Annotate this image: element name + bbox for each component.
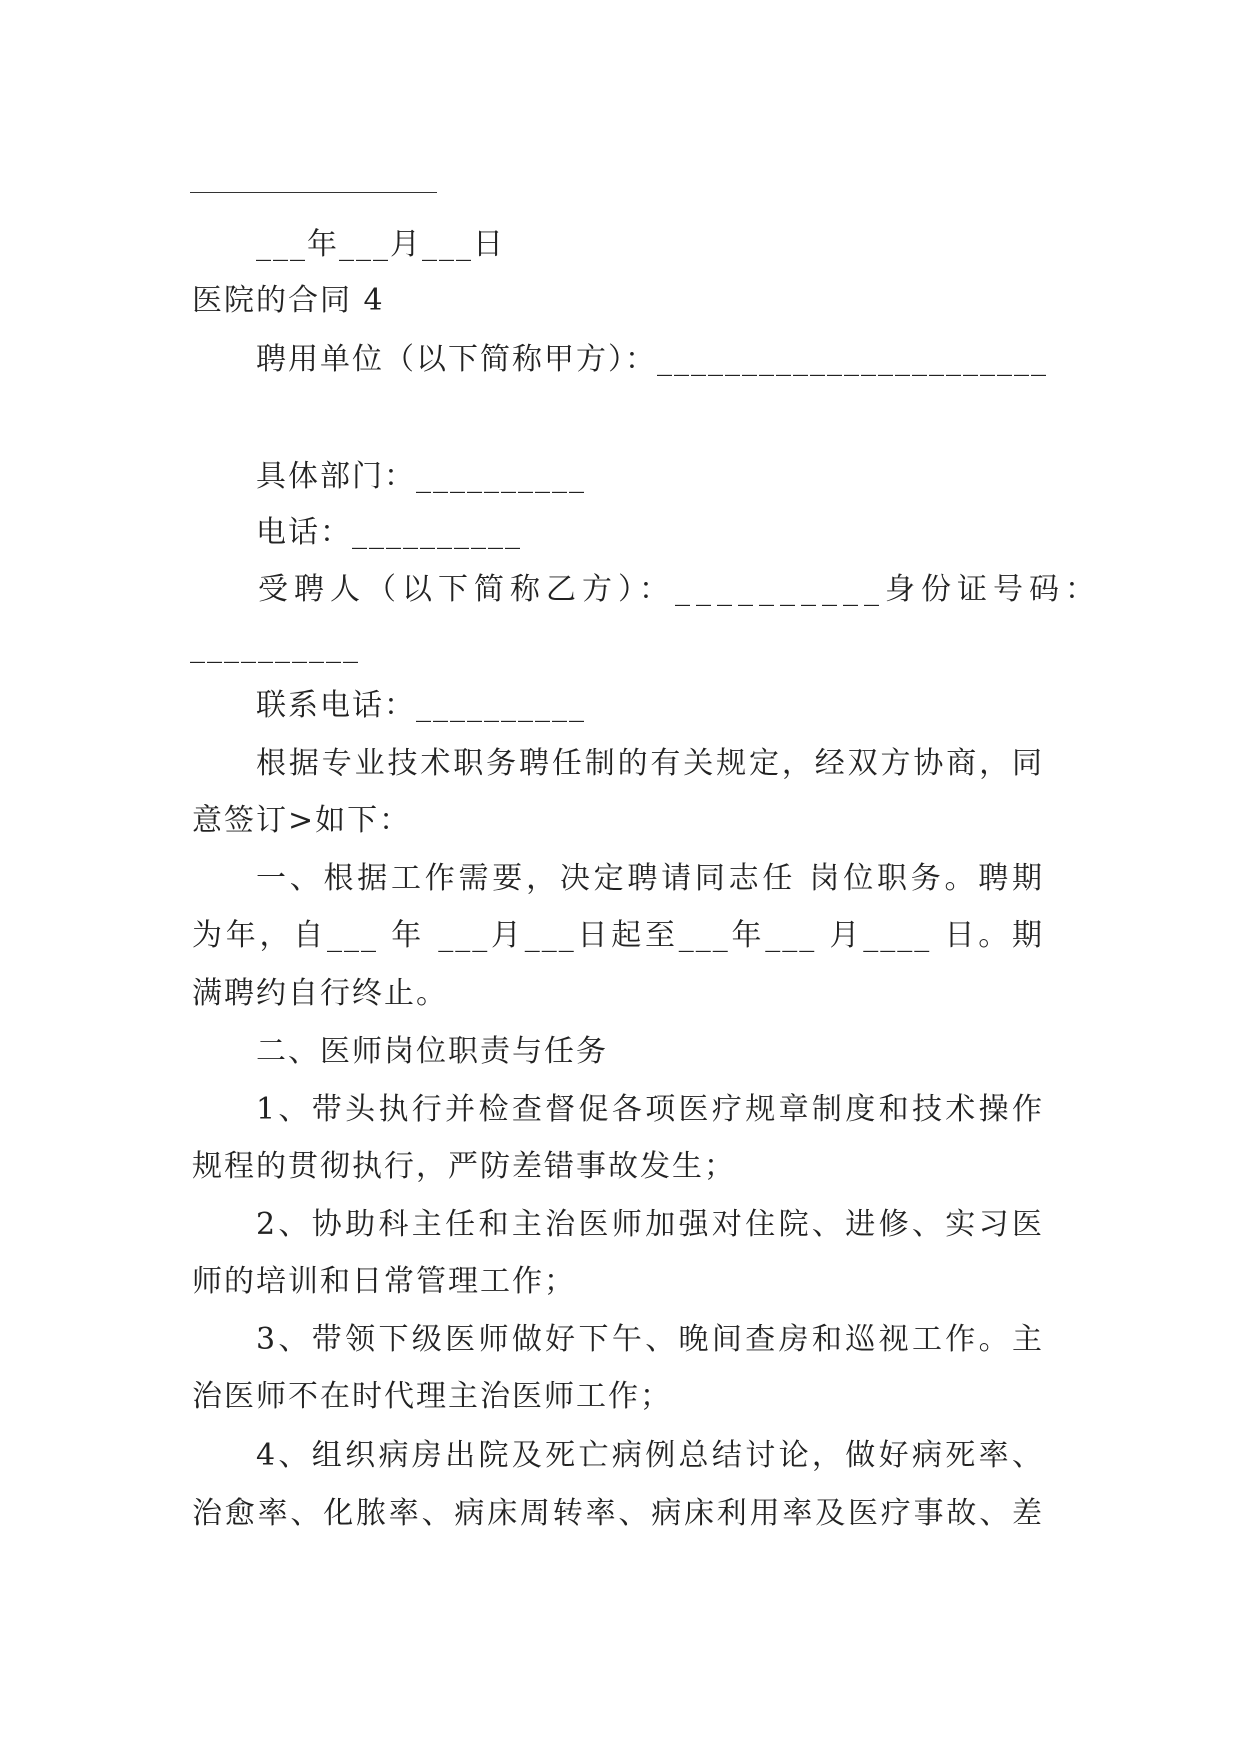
item-1-line-1: 1、带头执行并检查督促各项医疗规章制度和技术操作 (256, 1092, 1044, 1127)
contact-phone-line: 联系电话：__________ (256, 688, 586, 723)
employee-line: 受聘人（以下简称乙方）：__________身份证号码： (258, 572, 1101, 607)
department-line: 具体部门：__________ (256, 459, 586, 494)
item-2-line-2: 师的培训和日常管理工作； (192, 1264, 576, 1299)
clause-1-line-3: 满聘约自行终止。 (192, 976, 448, 1011)
intro-paragraph-line-2: 意签订>如下： (192, 803, 412, 838)
item-3-line-2: 治医师不在时代理主治医师工作； (192, 1379, 672, 1414)
phone-line: 电话：__________ (256, 515, 522, 550)
id-number-blank: __________ (190, 629, 360, 664)
item-3-line-1: 3、带领下级医师做好下午、晚间查房和巡视工作。主 (256, 1322, 1044, 1357)
intro-paragraph-line-1: 根据专业技术职务聘任制的有关规定，经双方协商，同 (256, 746, 1044, 781)
item-1-line-2: 规程的贯彻执行，严防差错事故发生； (192, 1149, 736, 1184)
item-4-line-2: 治愈率、化脓率、病床周转率、病床利用率及医疗事故、差 (192, 1496, 1044, 1531)
clause-2-heading: 二、医师岗位职责与任务 (256, 1034, 608, 1069)
date-line: ___年___月___日 (256, 227, 505, 262)
contract-title: 医院的合同 4 (192, 283, 385, 318)
clause-1-line-1: 一、根据工作需要，决定聘请同志任 岗位职务。聘期 (256, 861, 1044, 896)
item-2-line-1: 2、协助科主任和主治医师加强对住院、进修、实习医 (256, 1207, 1044, 1242)
clause-1-line-2: 为年，自___ 年 ___月___日起至___年___ 月____ 日。期 (192, 918, 1044, 953)
item-4-line-1: 4、组织病房出院及死亡病例总结讨论，做好病死率、 (256, 1438, 1044, 1473)
signature-blank-line (190, 192, 437, 193)
employer-line: 聘用单位（以下简称甲方）：_______________________ (256, 342, 1048, 377)
